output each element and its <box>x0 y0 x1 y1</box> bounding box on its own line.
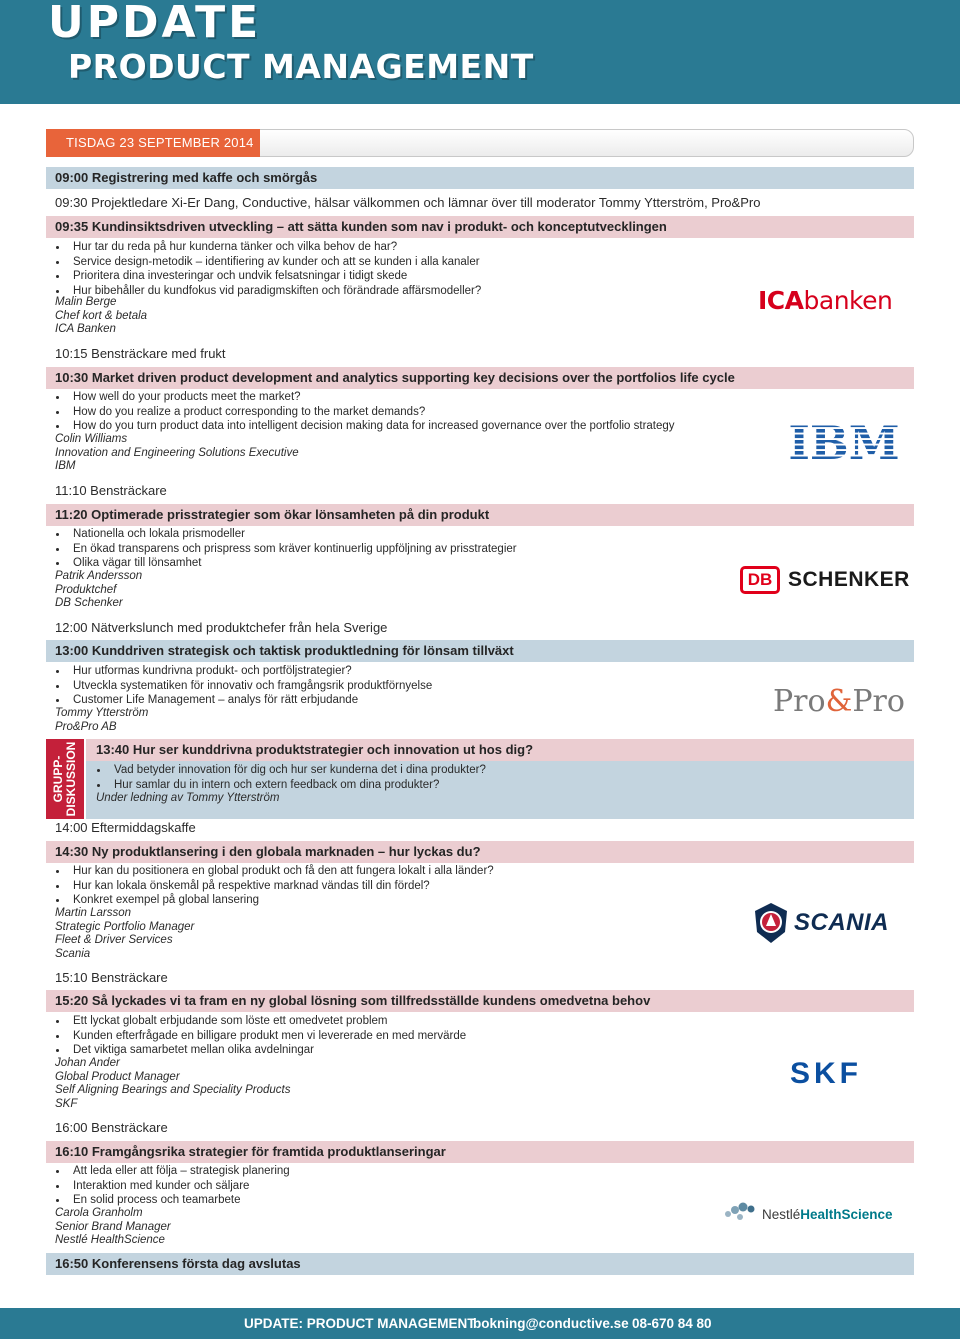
ibm-logo <box>788 418 900 462</box>
list-item: Det viktiga samarbetet mellan olika avdelningar <box>55 1043 466 1058</box>
speaker-1610 <box>55 1207 171 1248</box>
speaker-company: Scania <box>55 947 91 960</box>
agenda-1430-title: 14:30 Ny produktlansering i den globala marknaden – hur lyckas du? <box>46 841 914 863</box>
agenda-1430-bullets <box>55 864 494 908</box>
speaker-1030 <box>55 433 299 474</box>
list-item: Konkret exempel på global lansering <box>55 893 494 908</box>
scania-griffin-icon <box>752 902 790 944</box>
footer-email-link[interactable]: bokning@conductive.se <box>473 1316 629 1331</box>
propro-logo-text-a: Pro <box>773 684 826 719</box>
speaker-role: Senior Brand Manager <box>55 1220 171 1233</box>
group-discussion-moderator: Under ledning av Tommy Ytterström <box>96 792 280 804</box>
agenda-1015: 10:15 Bensträckare med frukt <box>55 346 226 361</box>
agenda-1300-bullets <box>55 664 432 708</box>
skf-logo <box>790 1058 902 1090</box>
list-item: How do you realize a product corresponding to the market demands? <box>55 405 675 420</box>
speaker-name: Carola Granholm <box>55 1207 143 1219</box>
skf-logo-text: SKF <box>790 1057 862 1090</box>
agenda-0935-bullets <box>55 240 481 298</box>
header-title-update: UPDATE <box>48 0 262 48</box>
speaker-0935 <box>55 296 147 337</box>
footer-bar <box>0 1308 960 1339</box>
list-item: Interaktion med kunder och säljare <box>55 1179 290 1194</box>
list-item: Ett lyckat globalt erbjudande som löste ett omedvetet problem <box>55 1014 466 1029</box>
speaker-company: Nestlé HealthScience <box>55 1234 165 1246</box>
list-item: Nationella och lokala prismodeller <box>55 527 517 542</box>
speaker-name: Patrik Andersson <box>55 570 143 582</box>
speaker-role: Chef kort & betala <box>55 309 148 322</box>
speaker-role: Produktchef <box>55 583 117 596</box>
db-schenker-logo <box>740 566 910 594</box>
agenda-1610-title: 16:10 Framgångsrika strategier för framtida produktlanseringar <box>46 1141 914 1163</box>
scania-logo <box>752 902 904 944</box>
pro-and-pro-logo <box>773 684 903 720</box>
speaker-role: Innovation and Engineering Solutions Executive <box>55 446 299 459</box>
agenda-0935-title: 09:35 Kundinsiktsdriven utveckling – att sätta kunden som nav i produkt- och konceptutvecklingen <box>46 216 914 238</box>
speaker-company: SKF <box>55 1097 78 1110</box>
date-tab: TISDAG 23 SEPTEMBER 2014 <box>46 129 260 157</box>
agenda-0900: 09:00 Registrering med kaffe och smörgås <box>46 167 914 189</box>
speaker-1430 <box>55 907 194 961</box>
agenda-1340-bullets <box>96 763 486 792</box>
header-title-product-management: PRODUCT MANAGEMENT <box>68 47 534 86</box>
group-discussion-label: GRUPP-DISKUSSION <box>51 741 78 817</box>
speaker-name: Martin Larsson <box>55 907 132 919</box>
agenda-1110: 11:10 Bensträckare <box>55 483 167 498</box>
agenda-1520-title: 15:20 Så lyckades vi ta fram en ny global lösning som tillfredsställde kundens omedvetna behov <box>46 990 914 1012</box>
schenker-logo-text: SCHENKER <box>788 568 910 591</box>
nestle-logo-text: Nestlé <box>762 1207 801 1222</box>
list-item: Service design-metodik – identifiering av kunder och att se kunden i alla kanaler <box>55 255 481 270</box>
speaker-role: Strategic Portfolio Manager <box>55 920 195 933</box>
agenda-0930: 09:30 Projektledare Xi-Er Dang, Conductive, hälsar välkommen och lämnar över till moderator Tommy Ytterström, Pro&Pro <box>55 195 761 210</box>
speaker-role: Global Product Manager <box>55 1070 180 1083</box>
footer-phone: 08-670 84 80 <box>632 1316 712 1331</box>
agenda-1340-title: 13:40 Hur ser kunddrivna produktstrategier och innovation ut hos dig? <box>86 739 914 761</box>
speaker-name: Tommy Ytterström <box>55 707 149 719</box>
agenda-1650: 16:50 Konferensens första dag avslutas <box>46 1253 914 1275</box>
agenda-1610-bullets <box>55 1164 290 1208</box>
propro-logo-ampersand: & <box>825 684 853 719</box>
list-item: Hur utformas kundrivna produkt- och portföljstrategier? <box>55 664 432 679</box>
agenda-1520-bullets <box>55 1014 466 1058</box>
speaker-name: Colin Williams <box>55 433 128 445</box>
nestle-healthscience-logo <box>722 1200 902 1224</box>
speaker-department: Self Aligning Bearings and Speciality Products <box>55 1084 291 1096</box>
speaker-1300 <box>55 707 148 734</box>
agenda-1510: 15:10 Bensträckare <box>55 970 168 985</box>
speaker-name: Johan Ander <box>55 1057 120 1069</box>
speaker-1520 <box>55 1057 290 1111</box>
ibm-logo-text: IBM <box>788 418 900 462</box>
list-item: Att leda eller att följa – strategisk planering <box>55 1164 290 1179</box>
list-item: Customer Life Management – analys för rätt erbjudande <box>55 693 432 708</box>
agenda-1030-title: 10:30 Market driven product development and analytics supporting key decisions over the portfolios life cycle <box>46 367 914 389</box>
list-item: Utveckla systematiken för innovativ och framgångsrik produktförnyelse <box>55 679 432 694</box>
healthscience-logo-text: HealthScience <box>800 1207 893 1222</box>
list-item: Vad betyder innovation för dig och hur ser kunderna det i dina produkter? <box>96 763 486 778</box>
ibm-logo-graphic <box>788 418 900 462</box>
list-item: En solid process och teamarbete <box>55 1193 290 1208</box>
list-item: Prioritera dina investeringar och undvik felsatsningar i tidigt skede <box>55 269 481 284</box>
footer-event-name: UPDATE: PRODUCT MANAGEMENT <box>244 1316 476 1331</box>
speaker-company: ICA Banken <box>55 323 116 335</box>
list-item: Kunden efterfrågade en billigare produkt men vi levererade en med mervärde <box>55 1029 466 1044</box>
scania-logo-text: SCANIA <box>794 909 890 936</box>
speaker-1120 <box>55 570 142 611</box>
list-item: Hur bibehåller du kundfokus vid paradigmskiften och förändrade affärsmodeller? <box>55 284 481 299</box>
agenda-1120-bullets <box>55 527 517 571</box>
header-banner <box>0 0 960 104</box>
db-logo-box: DB <box>740 566 780 594</box>
list-item: Hur tar du reda på hur kunderna tänker och vilka behov de har? <box>55 240 481 255</box>
agenda-1120-title: 11:20 Optimerade prisstrategier som ökar lönsamheten på din produkt <box>46 504 914 526</box>
speaker-department: Fleet & Driver Services <box>55 934 173 946</box>
agenda-1030-bullets <box>55 390 675 434</box>
nestle-dots-icon <box>722 1200 758 1224</box>
speaker-name: Malin Berge <box>55 296 117 308</box>
speaker-company: Pro&Pro AB <box>55 720 117 733</box>
agenda-1400: 14:00 Eftermiddagskaffe <box>55 820 196 835</box>
list-item: Hur kan lokala önskemål på respektive marknad vändas till din fördel? <box>55 879 494 894</box>
list-item: Olika vägar till lönsamhet <box>55 556 517 571</box>
list-item: En ökad transparens och prispress som kräver kontinuerlig uppföljning av prisstrategier <box>55 542 517 557</box>
agenda-1200: 12:00 Nätverkslunch med produktchefer från hela Sverige <box>55 620 388 635</box>
speaker-company: DB Schenker <box>55 597 123 609</box>
propro-logo-text-b: Pro <box>852 684 905 719</box>
list-item: Hur kan du positionera en global produkt och få den att fungera lokalt i alla länder? <box>55 864 494 879</box>
ica-logo-banken-text: banken <box>803 286 893 315</box>
speaker-company: IBM <box>55 460 76 472</box>
list-item: Hur samlar du in intern och extern feedback om dina produkter? <box>96 778 486 793</box>
ica-logo-text: ICA <box>758 286 804 315</box>
list-item: How well do your products meet the market? <box>55 390 675 405</box>
ica-banken-logo <box>758 286 900 316</box>
list-item: How do you turn product data into intelligent decision making data for increased governance over the portfolio strategy <box>55 419 675 434</box>
agenda-1300-title: 13:00 Kunddriven strategisk och taktisk produktledning för lönsam tillväxt <box>46 640 914 662</box>
agenda-1600: 16:00 Bensträckare <box>55 1120 168 1135</box>
